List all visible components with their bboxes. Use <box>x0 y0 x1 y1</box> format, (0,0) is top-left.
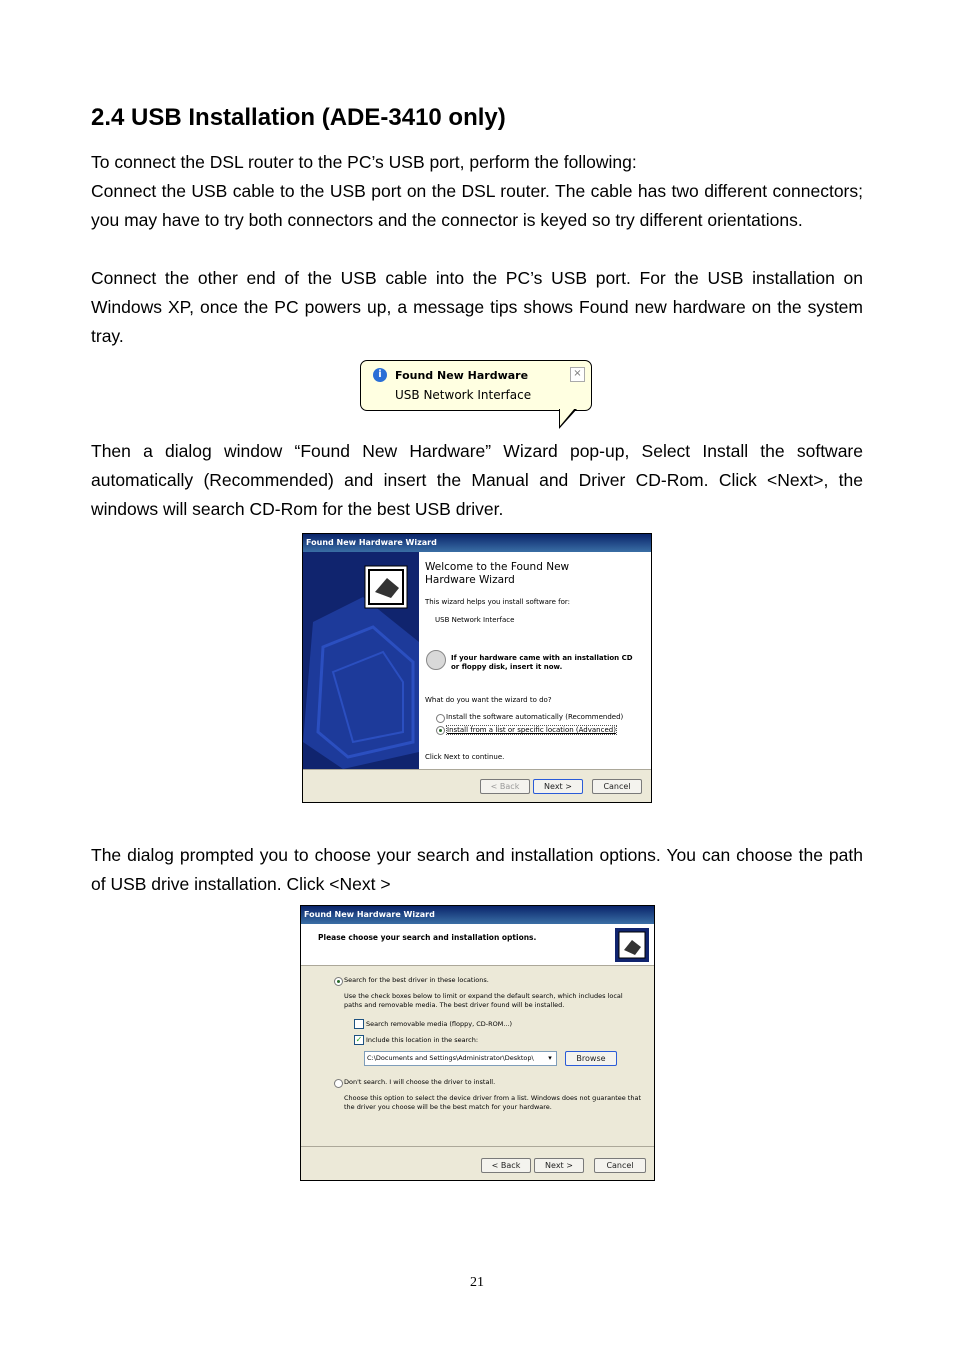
balloon-title: Found New Hardware <box>395 369 529 382</box>
search-option-label: Search for the best driver in these locations. <box>344 976 489 984</box>
radio-search[interactable] <box>334 977 343 986</box>
intro-paragraph: To connect the DSL router to the PC’s USB port, perform the following: <box>91 152 637 172</box>
wizard-paragraph: Then a dialog window “Found New Hardware” Wizard pop-up, Select Install the software automatically (Recommended) and insert the Manual and Driver CD-Rom. Click <Next>, the windows will search CD-Rom for the best USB driver. <box>91 441 863 519</box>
location-combobox[interactable] <box>364 1051 557 1066</box>
cable-paragraph: Connect the USB cable to the USB port on the DSL router. The cable has two different connectors; you may have to try both connectors and the connector is keyed so try different orientations. <box>91 181 863 230</box>
cancel-button[interactable]: Cancel <box>592 779 642 794</box>
include-location-label: Include this location in the search: <box>366 1036 479 1044</box>
next-button[interactable]: Next > <box>533 779 583 794</box>
hardware-icon-graphic <box>615 928 649 962</box>
info-icon: i <box>373 368 387 382</box>
wizard-titlebar: Found New Hardware Wizard <box>301 906 654 924</box>
option-list-label: Install from a list or specific location (Advanced) <box>447 726 616 734</box>
wizard-banner <box>303 552 419 769</box>
question-text: What do you want the wizard to do? <box>425 696 552 704</box>
found-hardware-balloon <box>360 360 592 411</box>
dont-search-label: Don't search. I will choose the driver to install. <box>344 1078 496 1086</box>
dont-desc-line1: Choose this option to select the device driver from a list. Windows does not guarantee that <box>344 1094 642 1102</box>
welcome-title-line2: Hardware Wizard <box>425 574 515 586</box>
include-location-checkbox[interactable]: ✓ <box>355 1035 363 1044</box>
banner-graphic <box>303 552 419 769</box>
dialog-header <box>301 924 654 966</box>
chevron-down-icon[interactable]: ▾ <box>544 1052 556 1065</box>
search-desc-line1: Use the check boxes below to limit or expand the default search, which includes local <box>344 992 623 1000</box>
close-icon[interactable]: × <box>570 367 585 382</box>
search-options-dialog <box>300 905 655 1181</box>
radio-install-list[interactable] <box>436 726 445 735</box>
cd-text-line2: or floppy disk, insert it now. <box>451 663 563 671</box>
wizard-titlebar: Found New Hardware Wizard <box>303 534 651 552</box>
cd-text-line1: If your hardware came with an installation CD <box>451 654 633 662</box>
header-text: Please choose your search and installation options. <box>318 933 537 942</box>
balloon-tail-fill <box>560 408 575 426</box>
next-button[interactable]: Next > <box>534 1158 584 1173</box>
balloon-subtitle: USB Network Interface <box>395 388 532 402</box>
button-separator <box>301 1146 654 1147</box>
dont-desc-line2: the driver you choose will be the best match for your hardware. <box>344 1103 552 1111</box>
radio-dont-search[interactable] <box>334 1079 343 1088</box>
intro-text: This wizard helps you install software for: <box>425 598 571 606</box>
welcome-title-line1: Welcome to the Found New <box>425 561 570 573</box>
welcome-wizard-dialog <box>302 533 652 803</box>
hardware-icon <box>615 928 649 962</box>
location-path: C:\Documents and Settings\Administrator\Desktop\ <box>367 1054 534 1062</box>
windows-xp-paragraph: Connect the other end of the USB cable into the PC’s USB port. For the USB installation on Windows XP, once the PC powers up, a message tips shows Found new hardware on the system tray. <box>91 268 863 346</box>
cd-icon <box>426 650 446 670</box>
back-button[interactable]: < Back <box>480 779 530 794</box>
section-heading: 2.4 USB Installation (ADE-3410 only) <box>91 104 506 131</box>
page-number: 21 <box>470 1275 484 1290</box>
continue-text: Click Next to continue. <box>425 753 505 761</box>
search-desc-line2: paths and removable media. The best driver found will be installed. <box>344 1001 565 1009</box>
cancel-button[interactable]: Cancel <box>594 1158 646 1173</box>
option-auto-label: Install the software automatically (Recommended) <box>446 713 624 721</box>
options-paragraph: The dialog prompted you to choose your search and installation options. You can choose the path of USB drive installation. Click <Next > <box>91 845 863 894</box>
removable-media-checkbox[interactable] <box>354 1019 364 1029</box>
removable-media-label: Search removable media (floppy, CD-ROM...) <box>366 1020 513 1028</box>
radio-install-auto[interactable] <box>436 714 445 723</box>
device-name: USB Network Interface <box>435 616 515 624</box>
button-separator <box>303 769 651 770</box>
back-button[interactable]: < Back <box>481 1158 531 1173</box>
browse-button[interactable]: Browse <box>565 1051 617 1066</box>
